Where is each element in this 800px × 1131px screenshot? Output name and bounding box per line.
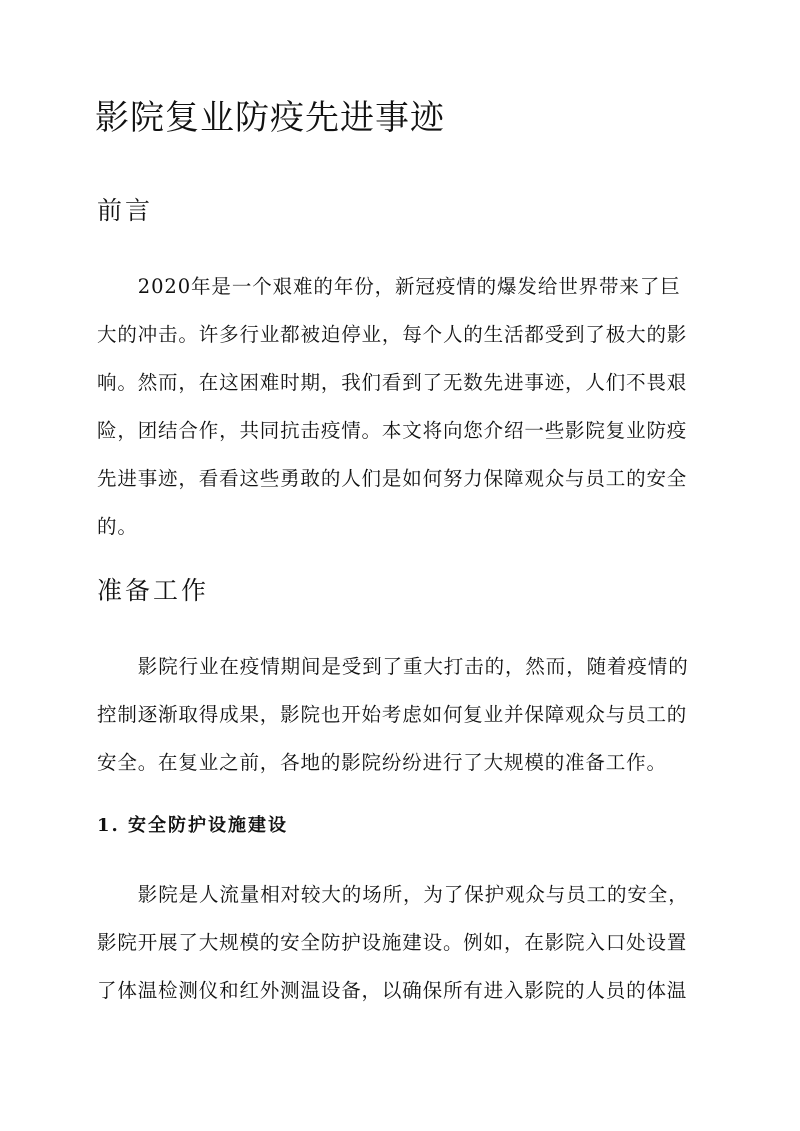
document-title: 影院复业防疫先进事迹: [95, 98, 445, 138]
paragraph-line: 控制逐渐取得成果，影院也开始考虑如何复业并保障观众与员工的: [97, 703, 688, 726]
paragraph-line: 响。然而，在这困难时期，我们看到了无数先进事迹，人们不畏艰: [97, 371, 688, 394]
paragraph-line: 先进事迹，看看这些勇敢的人们是如何努力保障观众与员工的安全: [97, 467, 688, 490]
paragraph-line: 的。: [97, 515, 138, 538]
safety-facilities-paragraph: [97, 871, 709, 1015]
paragraph-line: 影院行业在疫情期间是受到了重大打击的，然而，随着疫情的: [97, 655, 689, 678]
paragraph-line: 2020年是一个艰难的年份，新冠疫情的爆发给世界带来了巨: [97, 275, 681, 298]
paragraph-line: 安全。在复业之前，各地的影院纷纷进行了大规模的准备工作。: [97, 751, 667, 774]
paragraph-line: 影院开展了大规模的安全防护设施建设。例如，在影院入口处设置: [97, 931, 688, 954]
paragraph-line: 了体温检测仪和红外测温设备，以确保所有进入影院的人员的体温: [97, 979, 688, 1002]
paragraph-line: 大的冲击。许多行业都被迫停业，每个人的生活都受到了极大的影: [97, 323, 688, 346]
paragraph-line: 影院是人流量相对较大的场所，为了保护观众与员工的安全，: [97, 883, 689, 906]
section-heading-preface: 前言: [97, 196, 154, 225]
preparation-paragraph: [97, 643, 709, 787]
paragraph-line: 险，团结合作，共同抗击疫情。本文将向您介绍一些影院复业防疫: [97, 419, 688, 442]
section-heading-preparation: 准备工作: [97, 576, 210, 605]
preface-paragraph: [97, 263, 709, 551]
subsection-heading-safety-facilities: 1. 安全防护设施建设: [97, 815, 289, 836]
